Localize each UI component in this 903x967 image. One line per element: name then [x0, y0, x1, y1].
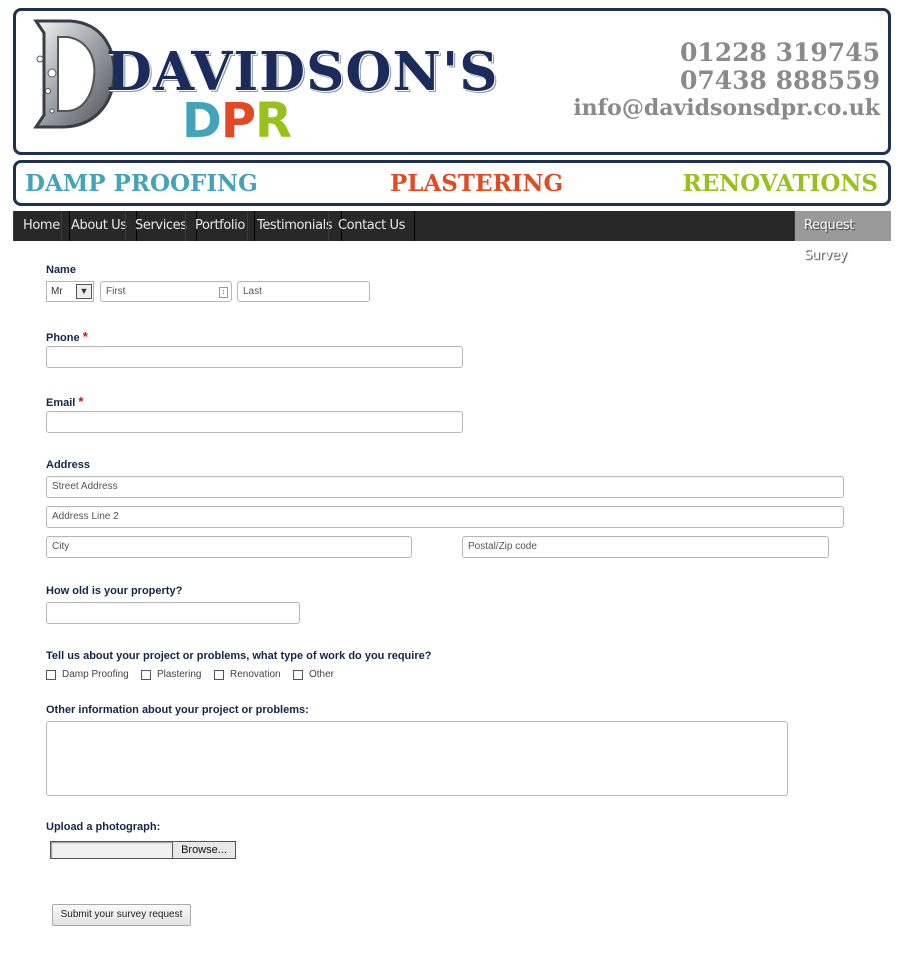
- checkbox-plastering[interactable]: [141, 669, 201, 680]
- required-mark: *: [78, 394, 84, 409]
- street-address-placeholder: Street Address: [52, 481, 118, 492]
- required-mark: *: [82, 329, 88, 344]
- checkbox-label: Other: [309, 669, 335, 680]
- nav-contact-us[interactable]: Contact Us: [328, 211, 415, 241]
- checkbox-renovation[interactable]: [214, 669, 281, 680]
- work-type-label: Tell us about your project or problems, what type of work do you require?: [46, 650, 432, 662]
- checkbox-icon[interactable]: [214, 670, 224, 680]
- other-info-label: Other information about your project or problems:: [46, 704, 309, 716]
- phone-2: 07438 888559: [679, 66, 880, 95]
- header-banner: [13, 8, 891, 155]
- browse-button[interactable]: Browse...: [172, 841, 236, 859]
- service-damp-proofing: DAMP PROOFING: [25, 170, 258, 197]
- checkbox-icon[interactable]: [141, 670, 151, 680]
- address-line-2-placeholder: Address Line 2: [52, 511, 119, 522]
- nav-request-survey[interactable]: Request Survey: [794, 211, 891, 241]
- checkbox-other[interactable]: [293, 669, 334, 680]
- first-name-placeholder: First: [106, 286, 126, 297]
- address-line-2-input[interactable]: [46, 506, 844, 528]
- brand-dpr-p: P: [220, 93, 256, 149]
- first-name-input[interactable]: [100, 281, 232, 302]
- brand-name: DAVIDSON'S: [106, 41, 499, 103]
- brand-dpr: [182, 93, 291, 149]
- phone-label-text: Phone: [46, 332, 80, 344]
- email-label: [46, 394, 83, 409]
- postal-code-input[interactable]: [462, 536, 829, 558]
- title-select[interactable]: [46, 281, 94, 302]
- submit-button[interactable]: Submit your survey request: [52, 904, 191, 926]
- postal-code-placeholder: Postal/Zip code: [468, 541, 537, 552]
- nav-about-us[interactable]: About Us: [61, 211, 137, 241]
- service-renovations: RENOVATIONS: [682, 170, 878, 197]
- property-age-input[interactable]: [46, 602, 300, 624]
- phone-label: [46, 329, 88, 344]
- street-address-input[interactable]: [46, 476, 844, 498]
- nav-testimonials[interactable]: Testimonials: [247, 211, 342, 241]
- checkbox-damp-proofing[interactable]: [46, 669, 129, 680]
- checkbox-label: Renovation: [230, 669, 281, 680]
- city-input[interactable]: [46, 536, 412, 558]
- upload-label: Upload a photograph:: [46, 821, 161, 833]
- address-label: Address: [46, 459, 91, 471]
- brand-dpr-d: D: [182, 93, 221, 149]
- file-path-field[interactable]: [50, 841, 172, 859]
- last-name-input[interactable]: [237, 281, 370, 302]
- checkbox-icon[interactable]: [293, 670, 303, 680]
- name-label: Name: [46, 264, 76, 276]
- logo-d-emblem-icon: [22, 15, 118, 133]
- phone-input[interactable]: [46, 346, 463, 368]
- nav-services[interactable]: Services: [125, 211, 197, 241]
- services-banner: [13, 160, 891, 206]
- other-info-textarea[interactable]: [46, 721, 788, 796]
- checkbox-icon[interactable]: [46, 670, 56, 680]
- email-input[interactable]: [46, 411, 463, 433]
- property-age-label: How old is your property?: [46, 585, 183, 597]
- service-plastering: PLASTERING: [390, 170, 564, 197]
- main-nav: [13, 211, 891, 263]
- contact-email: info@davidsonsdpr.co.uk: [573, 95, 880, 121]
- last-name-placeholder: Last: [243, 286, 262, 297]
- phone-1: 01228 319745: [679, 38, 880, 67]
- brand-dpr-r: R: [255, 93, 291, 149]
- checkbox-label: Plastering: [157, 669, 202, 680]
- nav-portfolio[interactable]: Portfolio: [185, 211, 255, 241]
- contact-info: [573, 39, 880, 121]
- title-select-value: Mr: [51, 286, 63, 297]
- chevron-down-icon[interactable]: ▼: [76, 284, 92, 299]
- checkbox-label: Damp Proofing: [62, 669, 129, 680]
- nav-home[interactable]: Home: [13, 211, 70, 241]
- email-label-text: Email: [46, 397, 76, 409]
- city-placeholder: City: [52, 541, 70, 552]
- autofill-icon[interactable]: ↕: [219, 287, 228, 298]
